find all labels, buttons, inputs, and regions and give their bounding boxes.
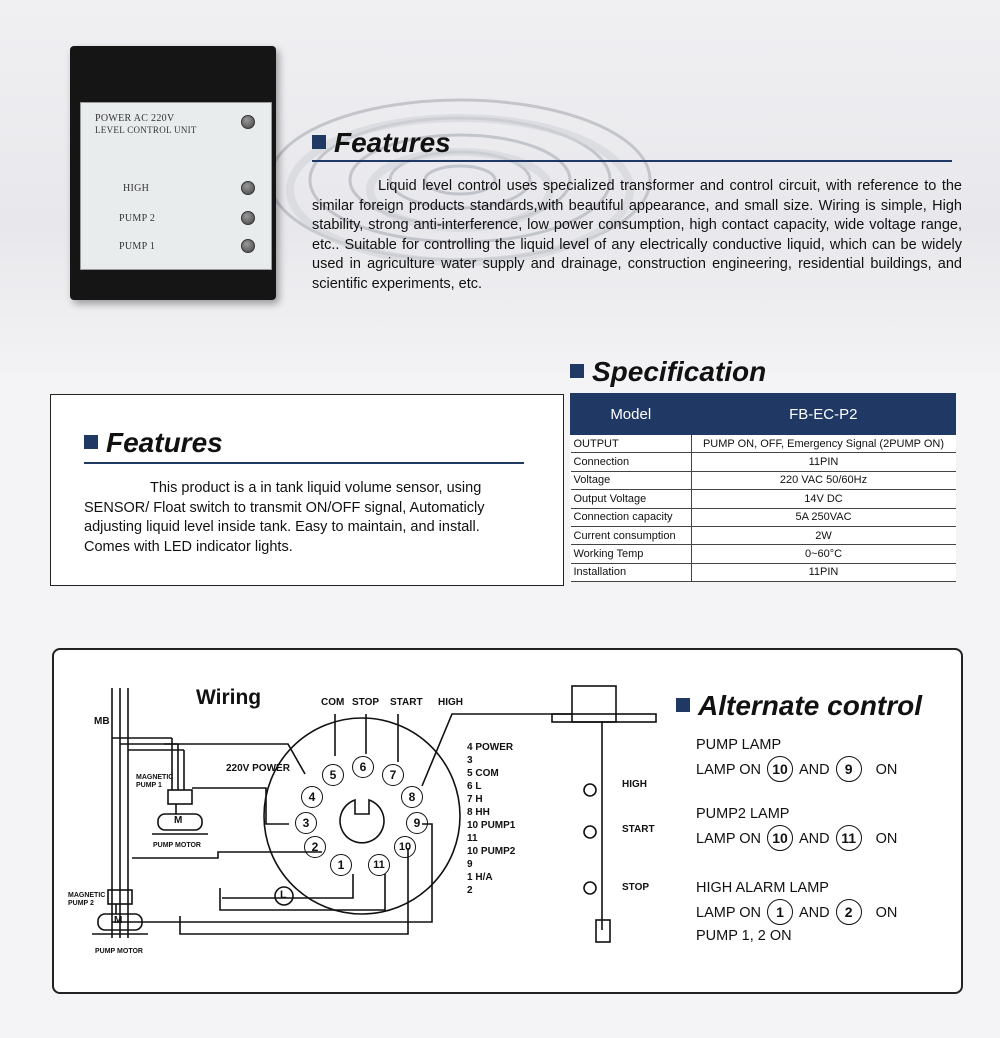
pin-circle: 9: [836, 756, 862, 782]
legend-l: 6 L: [467, 781, 482, 792]
device-label-pump2: PUMP 2: [119, 213, 156, 224]
power-led-icon: [241, 115, 255, 129]
features-box-rule: [84, 462, 524, 464]
features-top-text: Liquid level control uses specialized transformer and control circuit, with reference to the similar foreign products standards,with beautiful appearance, and small size. Wiring is simple, High stability, strong anti-interference, low power consumption, high contact capacity, wide voltage range, etc.. Suitable for controlling the liquid level of any electrically conductive liquid, which can be widely used in agriculture water supply and drainage, construction engineering, residential buildings, and scientific experiments, etc.: [312, 178, 962, 292]
table-row: Current consumption 2W: [571, 526, 956, 544]
alternate-group-pump2: PUMP2 LAMP LAMP ON 10 AND 11 ON: [696, 806, 897, 851]
legend-com: 5 COM: [467, 768, 499, 779]
device-label-unit: LEVEL CONTROL UNIT: [95, 125, 197, 135]
socket-pin-7: 7: [382, 764, 404, 786]
lamp-label: L: [280, 889, 287, 901]
wire-label-high: HIGH: [438, 697, 463, 708]
device-label-high: HIGH: [123, 183, 150, 194]
table-row: Working Temp 0~60°C: [571, 545, 956, 563]
socket-pin-9: 9: [406, 812, 428, 834]
device-label-pump1: PUMP 1: [119, 241, 156, 252]
alternate-group-high-alarm: HIGH ALARM LAMP LAMP ON 1 AND 2 ON PUMP 1, 2 ON: [696, 880, 898, 944]
square-bullet-icon: [84, 435, 98, 449]
legend-hh: 8 HH: [467, 807, 490, 818]
socket-pin-1: 1: [330, 854, 352, 876]
socket-pin-10: 10: [394, 836, 416, 858]
legend-ha: 1 H/A 2: [467, 872, 493, 896]
wiring-title: Wiring: [196, 686, 262, 709]
table-row: Output Voltage 14V DC: [571, 490, 956, 508]
square-bullet-icon: [570, 364, 584, 378]
pin-circle: 1: [767, 899, 793, 925]
table-row: Connection capacity 5A 250VAC: [571, 508, 956, 526]
motor1-m-label: M: [174, 815, 183, 826]
socket-pin-2: 2: [304, 836, 326, 858]
high-led-icon: [241, 181, 255, 195]
mb-label: MB: [94, 716, 110, 727]
socket-pin-5: 5: [322, 764, 344, 786]
socket-pin-11: 11: [368, 854, 390, 876]
magnetic-pump1-label: MAGNETIC PUMP 1: [136, 774, 174, 789]
alternate-group-pump: PUMP LAMP LAMP ON 10 AND 9 ON: [696, 737, 897, 782]
table-row: Voltage 220 VAC 50/60Hz: [571, 471, 956, 489]
wire-label-stop: STOP: [352, 697, 380, 708]
probe-label-stop: STOP: [622, 882, 650, 893]
device-front-panel: [80, 102, 272, 270]
probe-label-start: START: [622, 824, 655, 835]
socket-pin-6: 6: [352, 756, 374, 778]
features-box-heading: Features: [84, 427, 223, 459]
pin-circle: 11: [836, 825, 862, 851]
features-top-heading: Features: [312, 127, 451, 159]
specification-heading: Specification: [570, 356, 766, 388]
probe-label-high: HIGH: [622, 779, 647, 790]
pin-circle: 10: [767, 756, 793, 782]
motor2-m-label: M: [114, 915, 123, 926]
legend-pump2: 10 PUMP2 9: [467, 846, 516, 870]
legend-pump1: 10 PUMP1 11: [467, 820, 516, 844]
pin-circle: 2: [836, 899, 862, 925]
pin-circle: 10: [767, 825, 793, 851]
spec-header-row: [571, 394, 956, 435]
table-row: Installation 11PIN: [571, 563, 956, 581]
pump-motor1-label: PUMP MOTOR: [153, 842, 201, 849]
device-label-power: POWER AC 220V: [95, 113, 175, 124]
pump2-led-icon: [241, 211, 255, 225]
socket-pin-8: 8: [401, 786, 423, 808]
spec-header-model: Model: [571, 394, 692, 435]
specification-table: [570, 393, 956, 582]
pump-motor2-label: PUMP MOTOR: [95, 948, 143, 955]
spec-header-value: FB-EC-P2: [691, 394, 956, 435]
alternate-control-heading: Alternate control: [676, 690, 922, 722]
socket-pin-3: 3: [295, 812, 317, 834]
pump1-led-icon: [241, 239, 255, 253]
pin-legend: [467, 741, 515, 897]
table-row: Connection 11PIN: [571, 453, 956, 471]
features-top-rule: [312, 160, 952, 162]
wire-label-start: START: [390, 697, 423, 708]
square-bullet-icon: [312, 135, 326, 149]
square-bullet-icon: [676, 698, 690, 712]
features-box-text: This product is a in tank liquid volume sensor, using SENSOR/ Float switch to transmit ON/OFF signal, Automaticly adjusting liquid level inside tank. Easy to maintain, and install. Comes with LED indicator lights.: [84, 480, 485, 555]
table-row: OUTPUT PUMP ON, OFF, Emergency Signal (2PUMP ON): [571, 435, 956, 453]
socket-pin-4: 4: [301, 786, 323, 808]
legend-h: 7 H: [467, 794, 483, 805]
magnetic-pump2-label: MAGNETIC PUMP 2: [68, 892, 106, 907]
legend-power: 4 POWER 3: [467, 742, 514, 766]
level-control-unit-image: [70, 46, 276, 300]
power-label: 220V POWER: [226, 763, 290, 774]
wire-label-com: COM: [321, 697, 345, 708]
